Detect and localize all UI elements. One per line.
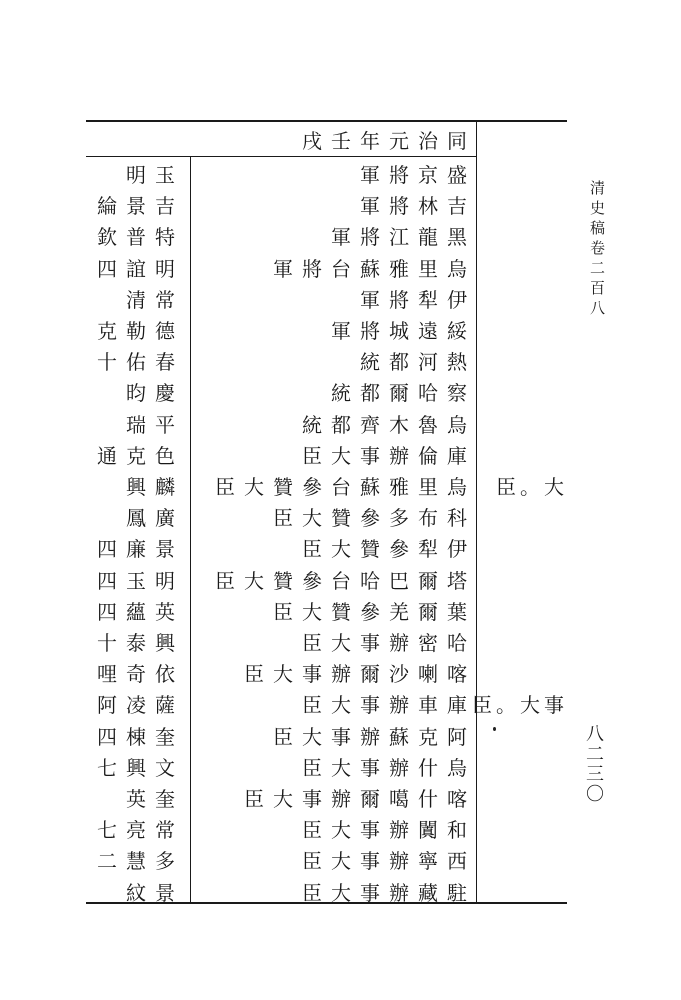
office-title: 臣大事辦倫庫 — [302, 443, 476, 468]
official-names: 四誼明 — [97, 256, 184, 281]
official-names: 明玉 — [126, 163, 184, 187]
extra-note — [484, 595, 568, 626]
office-title: 統都爾哈察 — [331, 381, 476, 406]
table-row — [86, 470, 567, 501]
table-row — [86, 876, 567, 907]
official-names: 四廉景 — [97, 537, 184, 562]
office-title: 統都河熱 — [360, 350, 476, 375]
office-title: 臣大贊參台哈巴爾塔 — [215, 568, 476, 593]
office-title: 臣大贊參犁伊 — [302, 537, 476, 562]
official-names: 十泰興 — [97, 631, 184, 655]
official-names: 紋景 — [126, 880, 184, 905]
extra-note — [484, 564, 568, 595]
extra-note: 臣。大 — [496, 475, 568, 499]
ink-speck — [493, 727, 496, 731]
extra-note — [484, 876, 568, 907]
official-names: 四蘊英 — [97, 599, 184, 624]
office-title: 臣大事辦寧西 — [302, 849, 476, 874]
table-row — [86, 345, 567, 376]
official-names: 欽普特 — [97, 225, 184, 250]
table-row — [86, 595, 567, 626]
extra-note — [484, 220, 568, 251]
extra-note — [484, 439, 568, 470]
office-title: 臣大事辦藏駐 — [302, 880, 476, 905]
office-title: 臣大贊參羌爾葉 — [273, 599, 476, 624]
table-row — [86, 314, 567, 345]
official-names: 哩奇依 — [97, 662, 184, 687]
official-names: 七亮常 — [97, 818, 184, 843]
official-names: 四玉明 — [97, 568, 184, 593]
office-title: 軍將林吉 — [360, 194, 476, 219]
extra-note — [484, 376, 568, 407]
office-title: 軍將京盛 — [360, 163, 476, 187]
official-names: 綸景吉 — [97, 194, 184, 219]
table-row — [86, 688, 567, 719]
official-names: 英奎 — [126, 787, 184, 811]
table-row — [86, 501, 567, 532]
extra-note — [484, 314, 568, 345]
extra-note — [484, 532, 568, 563]
extra-note — [484, 408, 568, 439]
table-row — [86, 283, 567, 314]
office-title: 臣大事辦闐和 — [302, 818, 476, 843]
extra-note — [484, 252, 568, 283]
header-row — [86, 124, 567, 155]
extra-note — [484, 189, 568, 220]
office-title: 統都齊木魯烏 — [302, 412, 476, 437]
extra-note — [484, 813, 568, 844]
official-names: 清常 — [126, 287, 184, 312]
official-names: 興麟 — [126, 475, 184, 499]
official-names: 七興文 — [97, 755, 184, 780]
table-row — [86, 376, 567, 407]
office-title: 臣大事辦車庫 — [302, 693, 476, 718]
table-row — [86, 782, 567, 813]
extra-note: 臣。大事 — [472, 693, 568, 718]
page-number: 八二三〇 — [583, 724, 604, 804]
table-row — [86, 564, 567, 595]
table-row — [86, 813, 567, 844]
office-title: 臣大事辦密哈 — [302, 631, 476, 655]
extra-note — [484, 158, 568, 189]
table-row — [86, 408, 567, 439]
office-title: 臣大事辦爾沙喇喀 — [244, 662, 476, 687]
extra-note — [484, 657, 568, 688]
header-underline — [86, 156, 477, 157]
year-heading: 戌壬年元治同 — [302, 129, 476, 153]
table-row — [86, 720, 567, 751]
official-names: 昀慶 — [126, 381, 184, 406]
extra-note — [484, 844, 568, 875]
table-row — [86, 751, 567, 782]
table-row — [86, 220, 567, 251]
table-row — [86, 252, 567, 283]
office-title: 臣大贊參多布科 — [273, 506, 476, 531]
office-title: 臣大事辦什烏 — [302, 755, 476, 780]
extra-note — [484, 283, 568, 314]
table-row — [86, 626, 567, 657]
official-names: 瑞平 — [126, 412, 184, 437]
office-title: 臣大事辦爾噶什喀 — [244, 787, 476, 811]
extra-note — [484, 782, 568, 813]
extra-note — [484, 501, 568, 532]
official-names: 四棟奎 — [97, 724, 184, 749]
official-names: 通克色 — [97, 443, 184, 468]
office-title: 軍將江龍黑 — [331, 225, 476, 250]
official-names: 鳳廣 — [126, 506, 184, 531]
official-names: 克勒德 — [97, 319, 184, 343]
table-row — [86, 439, 567, 470]
table-row — [86, 844, 567, 875]
table-row — [86, 158, 567, 189]
extra-note — [484, 626, 568, 657]
extra-note — [484, 720, 568, 751]
table-row — [86, 657, 567, 688]
table-top-rule — [86, 120, 567, 122]
book-title: 清史稿卷二百八 — [588, 180, 606, 320]
official-names: 阿凌薩 — [97, 693, 184, 718]
office-title: 軍將台蘇雅里烏 — [273, 256, 476, 281]
office-title: 軍將城遠綏 — [331, 319, 476, 343]
office-title: 軍將犁伊 — [360, 287, 476, 312]
extra-note — [484, 345, 568, 376]
table-row — [86, 189, 567, 220]
table-row — [86, 532, 567, 563]
extra-note — [484, 751, 568, 782]
official-names: 二慧多 — [97, 849, 184, 874]
official-names: 十佑春 — [97, 350, 184, 375]
office-title: 臣大贊參台蘇雅里烏 — [215, 475, 476, 499]
office-title: 臣大事辦蘇克阿 — [273, 724, 476, 749]
